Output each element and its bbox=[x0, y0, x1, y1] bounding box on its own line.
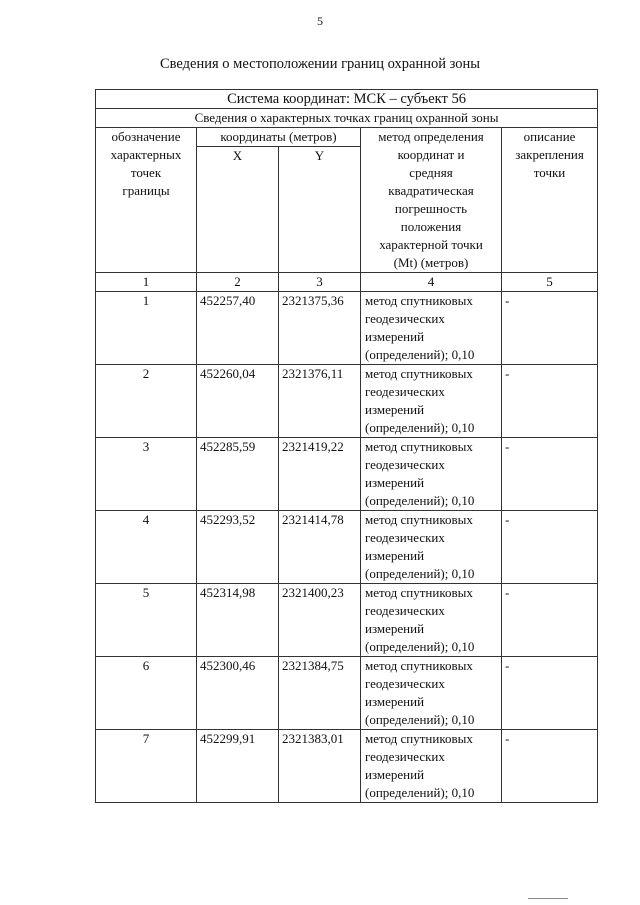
header-line: координат и bbox=[397, 147, 465, 162]
table-subtitle: Сведения о характерных точках границ охранной зоны bbox=[96, 109, 598, 128]
method-line: геодезических bbox=[365, 311, 445, 326]
table-row bbox=[96, 511, 598, 584]
header-row-1 bbox=[96, 128, 598, 147]
point-number: 2 bbox=[96, 365, 197, 438]
coord-x: 452260,04 bbox=[197, 365, 279, 438]
method-cell bbox=[361, 365, 502, 438]
method-line: метод спутниковых bbox=[365, 366, 473, 381]
header-line: метод определения bbox=[378, 129, 484, 144]
method-line: (определений); 0,10 bbox=[365, 566, 475, 581]
coord-y: 2321400,23 bbox=[279, 584, 361, 657]
method-line: измерений bbox=[365, 548, 425, 563]
table-subtitle-row bbox=[96, 109, 598, 128]
coord-x: 452314,98 bbox=[197, 584, 279, 657]
description-cell: - bbox=[502, 511, 598, 584]
header-line: погрешность bbox=[394, 201, 468, 216]
method-line: геодезических bbox=[365, 530, 445, 545]
header-y: Y bbox=[279, 147, 361, 273]
coord-y: 2321414,78 bbox=[279, 511, 361, 584]
coord-y: 2321419,22 bbox=[279, 438, 361, 511]
coord-y: 2321375,36 bbox=[279, 292, 361, 365]
header-line: квадратическая bbox=[388, 183, 474, 198]
column-number: 5 bbox=[502, 273, 598, 292]
coord-x: 452299,91 bbox=[197, 730, 279, 803]
point-number: 1 bbox=[96, 292, 197, 365]
header-description bbox=[502, 128, 598, 273]
description-cell: - bbox=[502, 292, 598, 365]
coordinate-system-label: Система координат: МСК – субъект 56 bbox=[96, 90, 598, 109]
table-row bbox=[96, 584, 598, 657]
method-line: измерений bbox=[365, 767, 425, 782]
method-cell bbox=[361, 511, 502, 584]
header-coordinates: координаты (метров) bbox=[197, 128, 361, 147]
method-line: (определений); 0,10 bbox=[365, 712, 475, 727]
coord-x: 452285,59 bbox=[197, 438, 279, 511]
point-number: 6 bbox=[96, 657, 197, 730]
method-line: (определений); 0,10 bbox=[365, 493, 475, 508]
method-cell bbox=[361, 730, 502, 803]
coordinate-system-row bbox=[96, 90, 598, 109]
method-line: метод спутниковых bbox=[365, 658, 473, 673]
header-method bbox=[361, 128, 502, 273]
point-number: 7 bbox=[96, 730, 197, 803]
description-cell: - bbox=[502, 730, 598, 803]
method-line: метод спутниковых bbox=[365, 512, 473, 527]
coord-y: 2321383,01 bbox=[279, 730, 361, 803]
page-number: 5 bbox=[317, 14, 323, 28]
column-number: 4 bbox=[361, 273, 502, 292]
column-number-row bbox=[96, 273, 598, 292]
header-line: характерной точки bbox=[379, 237, 483, 252]
table-row bbox=[96, 730, 598, 803]
header-line: средняя bbox=[409, 165, 453, 180]
header-line: точки bbox=[533, 165, 566, 180]
method-line: метод спутниковых bbox=[365, 731, 473, 746]
description-cell: - bbox=[502, 365, 598, 438]
coordinates-table bbox=[95, 89, 598, 803]
coord-y: 2321384,75 bbox=[279, 657, 361, 730]
description-cell: - bbox=[502, 438, 598, 511]
method-line: измерений bbox=[365, 475, 425, 490]
method-line: геодезических bbox=[365, 676, 445, 691]
column-number: 2 bbox=[197, 273, 279, 292]
method-line: геодезических bbox=[365, 603, 445, 618]
table-row bbox=[96, 292, 598, 365]
column-number: 1 bbox=[96, 273, 197, 292]
method-line: (определений); 0,10 bbox=[365, 420, 475, 435]
method-line: метод спутниковых bbox=[365, 293, 473, 308]
method-line: геодезических bbox=[365, 457, 445, 472]
point-number: 5 bbox=[96, 584, 197, 657]
footer-divider bbox=[528, 898, 568, 899]
method-line: измерений bbox=[365, 329, 425, 344]
column-number: 3 bbox=[279, 273, 361, 292]
coord-y: 2321376,11 bbox=[279, 365, 361, 438]
point-number: 3 bbox=[96, 438, 197, 511]
header-line: положения bbox=[400, 219, 462, 234]
document-title: Сведения о местоположении границ охранной зоны bbox=[159, 56, 480, 72]
header-line: точек bbox=[130, 165, 162, 180]
method-cell bbox=[361, 657, 502, 730]
table-row bbox=[96, 438, 598, 511]
method-line: измерений bbox=[365, 402, 425, 417]
header-line: обозначение bbox=[111, 129, 181, 144]
table-row bbox=[96, 365, 598, 438]
header-line: границы bbox=[122, 183, 170, 198]
table-row bbox=[96, 657, 598, 730]
point-number: 4 bbox=[96, 511, 197, 584]
method-cell bbox=[361, 292, 502, 365]
coord-x: 452300,46 bbox=[197, 657, 279, 730]
header-line: описание bbox=[523, 129, 576, 144]
header-line: характерных bbox=[110, 147, 182, 162]
header-line: (Mt) (метров) bbox=[393, 255, 469, 270]
method-line: метод спутниковых bbox=[365, 439, 473, 454]
header-point-designation bbox=[96, 128, 197, 273]
method-line: (определений); 0,10 bbox=[365, 347, 475, 362]
coord-x: 452257,40 bbox=[197, 292, 279, 365]
description-cell: - bbox=[502, 657, 598, 730]
method-line: (определений); 0,10 bbox=[365, 639, 475, 654]
method-line: измерений bbox=[365, 621, 425, 636]
method-cell bbox=[361, 438, 502, 511]
header-x: X bbox=[197, 147, 279, 273]
method-cell bbox=[361, 584, 502, 657]
method-line: геодезических bbox=[365, 749, 445, 764]
method-line: (определений); 0,10 bbox=[365, 785, 475, 800]
coord-x: 452293,52 bbox=[197, 511, 279, 584]
method-line: измерений bbox=[365, 694, 425, 709]
method-line: метод спутниковых bbox=[365, 585, 473, 600]
description-cell: - bbox=[502, 584, 598, 657]
method-line: геодезических bbox=[365, 384, 445, 399]
header-line: закрепления bbox=[515, 147, 584, 162]
